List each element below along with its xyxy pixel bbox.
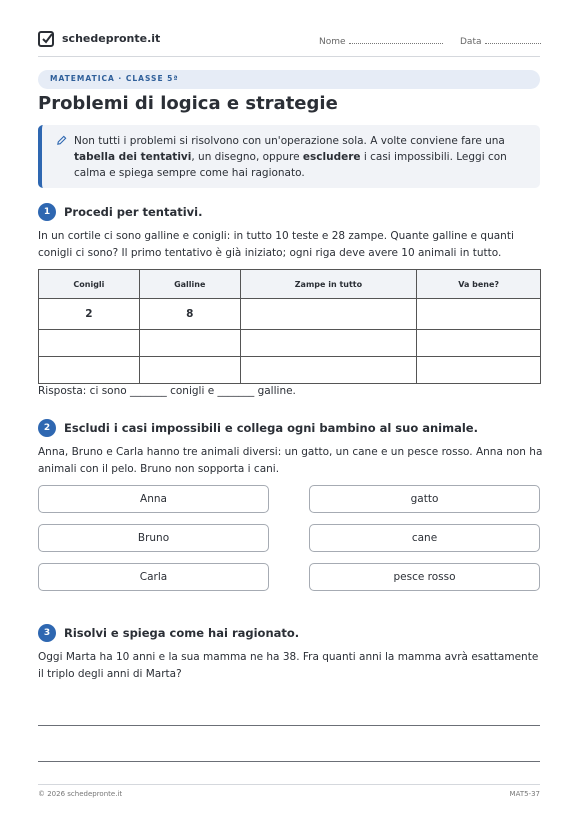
table-header: Zampe in tutto bbox=[240, 270, 417, 299]
table-cell[interactable]: 2 bbox=[39, 299, 140, 330]
footer-divider bbox=[38, 784, 540, 785]
child-box-bruno[interactable]: Bruno bbox=[38, 524, 269, 552]
table-cell[interactable] bbox=[139, 357, 240, 384]
footer-copyright: © 2026 schedepronte.it bbox=[38, 790, 123, 798]
section-3-number: 3 bbox=[38, 624, 56, 642]
table-row bbox=[39, 299, 541, 330]
subject-label: MATEMATICA · CLASSE 5ª bbox=[50, 74, 179, 83]
section-2-number: 2 bbox=[38, 419, 56, 437]
section-2-text: Anna, Bruno e Carla hanno tre animali diversi: un gatto, un cane e un pesce rosso. Anna non ha animali con il pelo. Bruno non sopporta i cani. bbox=[38, 446, 543, 475]
table-cell[interactable] bbox=[240, 330, 417, 357]
intro-text: Non tutti i problemi si risolvono con un'operazione sola. A volte conviene fare una tabella dei tentativi, un disegno, oppure escludere i casi impossibili. Leggi con calma e spiega sempre come hai ragionato. bbox=[74, 135, 507, 179]
answer-writing-line[interactable] bbox=[38, 725, 540, 726]
pencil-icon bbox=[56, 135, 67, 146]
table-cell[interactable] bbox=[240, 299, 417, 330]
date-field[interactable] bbox=[460, 35, 541, 47]
animal-box-cane[interactable]: cane bbox=[309, 524, 540, 552]
section-1-number: 1 bbox=[38, 203, 56, 221]
table-cell[interactable]: 8 bbox=[139, 299, 240, 330]
subject-pill bbox=[38, 70, 540, 89]
section-1-text: In un cortile ci sono galline e conigli: in tutto 10 teste e 28 zampe. Quante galline e quanti conigli ci sono? Il primo tentativo è già iniziato; ogni riga deve avere 10 animali in tutto. bbox=[38, 230, 514, 259]
table-cell[interactable] bbox=[139, 330, 240, 357]
section-2-title: Escludi i casi impossibili e collega ogni bambino al suo animale. bbox=[64, 421, 478, 435]
table-cell[interactable] bbox=[417, 299, 541, 330]
date-label: Data bbox=[460, 37, 482, 47]
header-divider bbox=[38, 56, 540, 57]
child-box-carla[interactable]: Carla bbox=[38, 563, 269, 591]
table-row bbox=[39, 357, 541, 384]
table-row bbox=[39, 330, 541, 357]
attempts-table bbox=[38, 269, 541, 384]
table-cell[interactable] bbox=[417, 357, 541, 384]
animal-box-pesce[interactable]: pesce rosso bbox=[309, 563, 540, 591]
table-cell[interactable] bbox=[39, 330, 140, 357]
brand-name: schedepronte.it bbox=[62, 32, 161, 45]
intro-box bbox=[38, 125, 540, 188]
page-title: Problemi di logica e strategie bbox=[38, 93, 338, 114]
name-label: Nome bbox=[319, 37, 346, 47]
section-1-title: Procedi per tentativi. bbox=[64, 205, 203, 219]
table-header: Galline bbox=[139, 270, 240, 299]
answer-writing-line[interactable] bbox=[38, 761, 540, 762]
table-cell[interactable] bbox=[39, 357, 140, 384]
animal-box-gatto[interactable]: gatto bbox=[309, 485, 540, 513]
answer-line: Risposta: ci sono _______ conigli e _______ galline. bbox=[38, 385, 296, 397]
name-field[interactable] bbox=[319, 35, 443, 47]
section-3-text: Oggi Marta ha 10 anni e la sua mamma ne ha 38. Fra quanti anni la mamma avrà esattamente il triplo degli anni di Marta? bbox=[38, 651, 539, 680]
footer-code: MAT5-37 bbox=[509, 790, 540, 798]
child-box-anna[interactable]: Anna bbox=[38, 485, 269, 513]
table-header: Va bene? bbox=[417, 270, 541, 299]
section-3-title: Risolvi e spiega come hai ragionato. bbox=[64, 626, 300, 640]
table-header: Conigli bbox=[39, 270, 140, 299]
table-cell[interactable] bbox=[240, 357, 417, 384]
logo-check-icon bbox=[38, 31, 54, 47]
table-cell[interactable] bbox=[417, 330, 541, 357]
